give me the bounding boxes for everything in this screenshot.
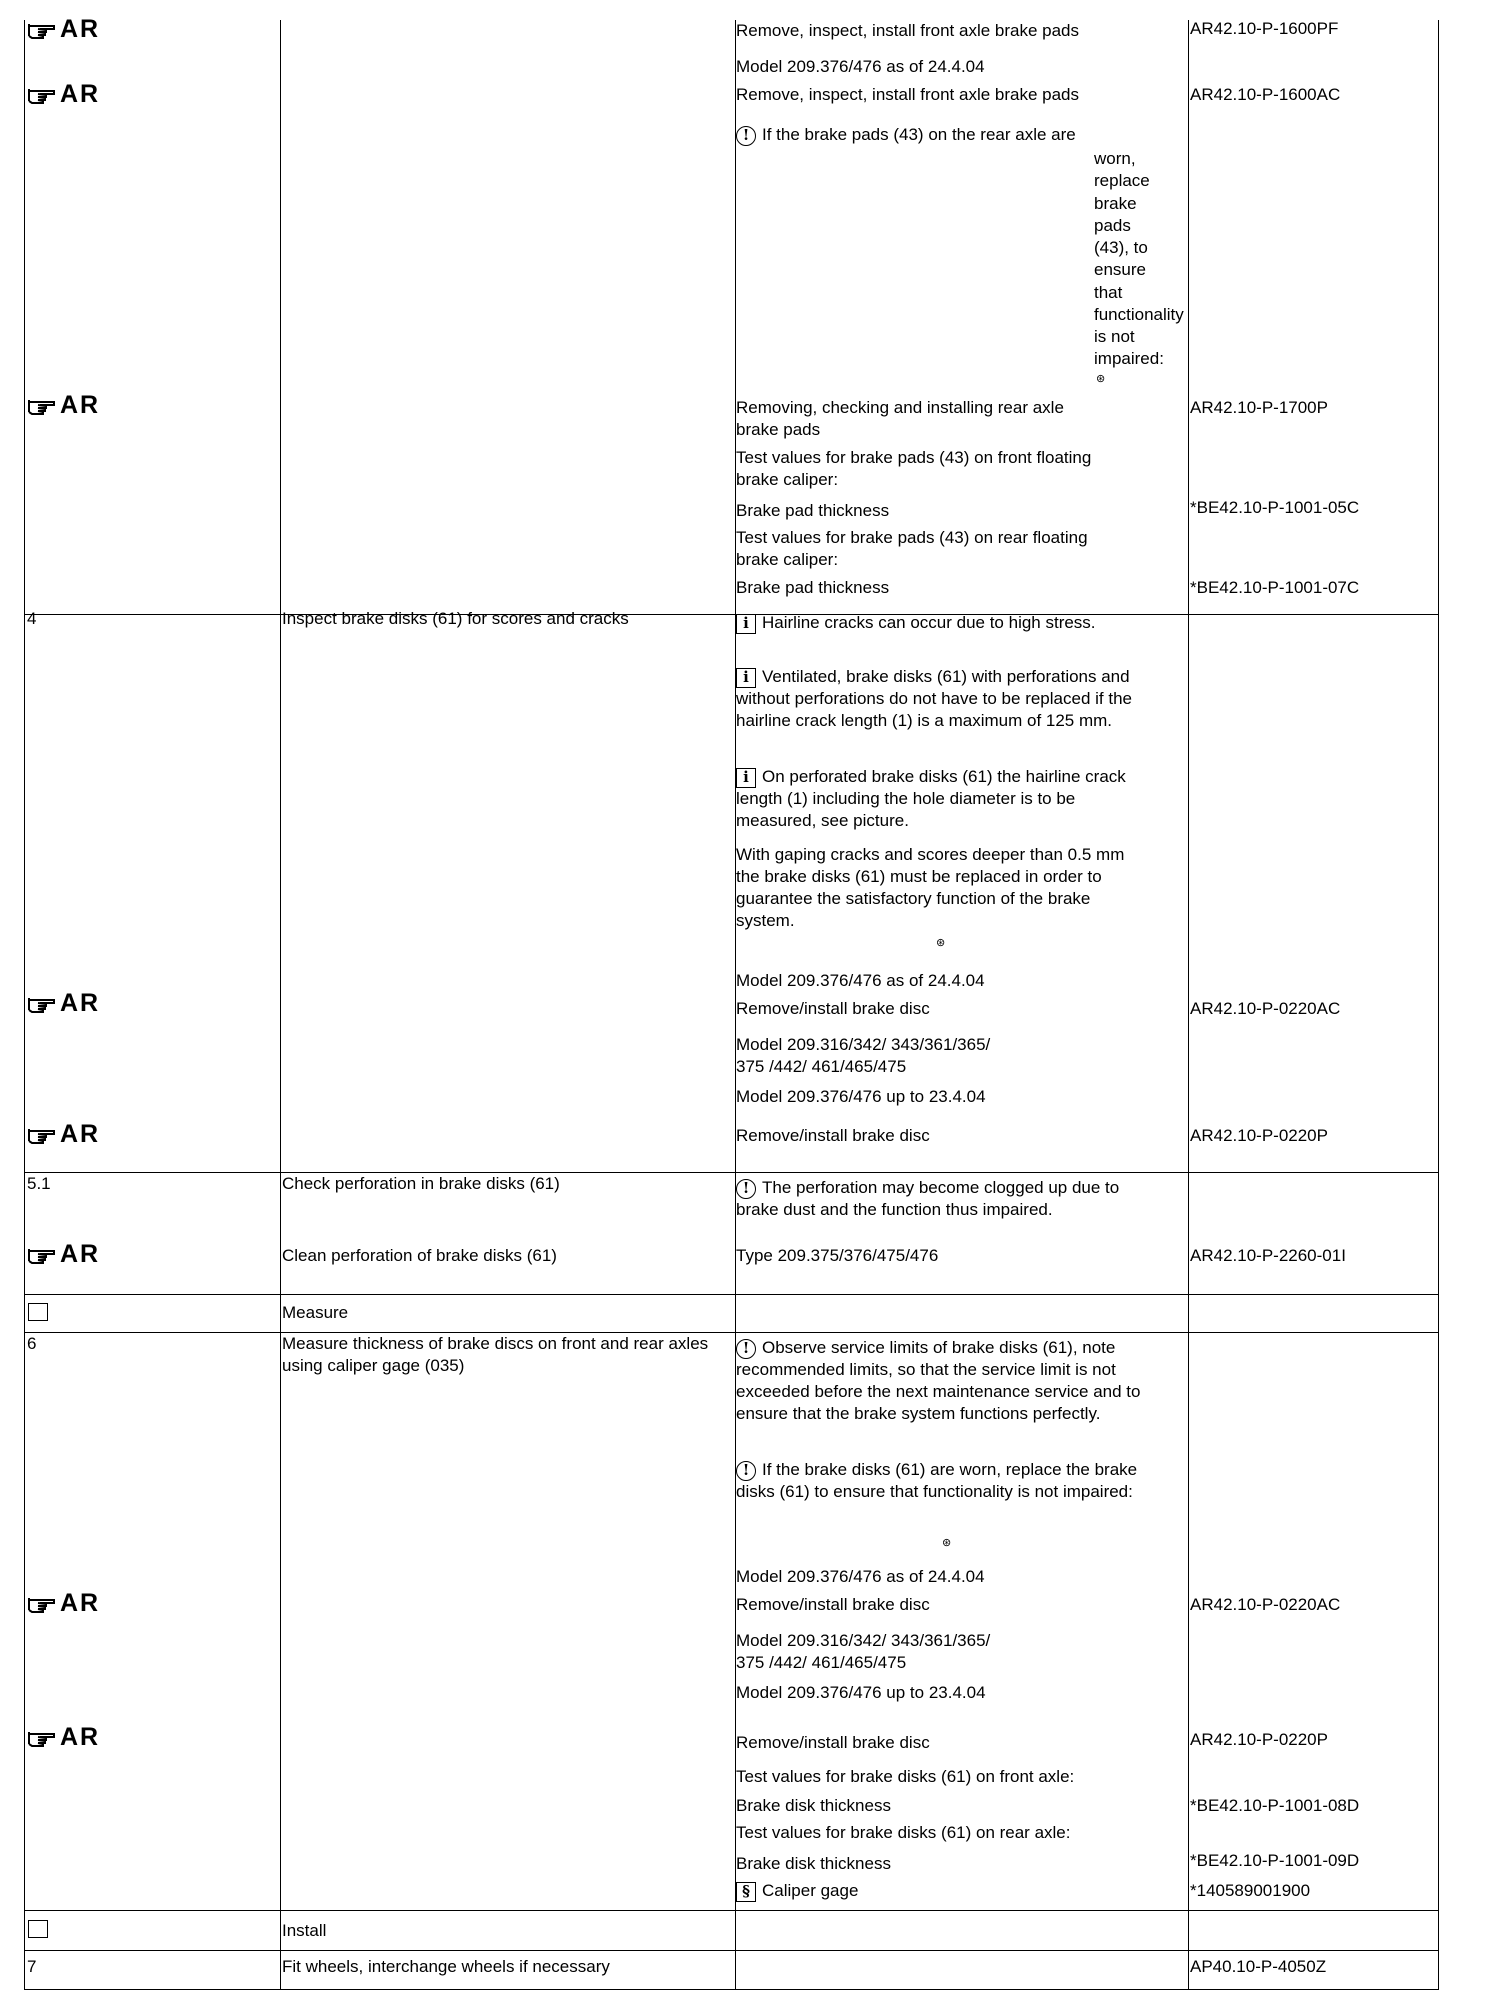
- model-text: Model 209.316/342/ 343/361/365/: [736, 1631, 991, 1650]
- step-text: Remove, inspect, install front axle brake pads: [736, 85, 1080, 104]
- reference-link[interactable]: *BE42.10-P-1001-07C: [1190, 578, 1360, 597]
- test-values-text: Test values for brake disks (61) on front axle:: [736, 1767, 1075, 1786]
- table-border-left: [24, 20, 25, 1990]
- step-number: 7: [27, 1957, 37, 1976]
- value-label: Brake pad thickness: [736, 501, 890, 520]
- reference-link[interactable]: AR42.10-P-0220AC: [1190, 1595, 1341, 1614]
- info-icon: i: [736, 614, 756, 634]
- step-text: Remove/install brake disc: [736, 1595, 930, 1614]
- reference-link[interactable]: AR42.10-P-0220P: [1190, 1730, 1328, 1749]
- test-values-text: brake caliper:: [736, 470, 839, 489]
- note-word: worn,: [1094, 149, 1136, 168]
- install-icon: [28, 1920, 48, 1938]
- row-divider: [24, 1910, 1439, 1911]
- column-divider: [280, 20, 281, 1990]
- row-divider: [24, 1172, 1439, 1173]
- reference-link[interactable]: AR42.10-P-1600PF: [1190, 19, 1339, 38]
- column-divider: [1188, 20, 1189, 1990]
- test-values-text: Test values for brake pads (43) on front floating: [736, 448, 1092, 467]
- tool-text: § Caliper gage: [736, 1880, 858, 1902]
- warning-note-icon: !: [736, 126, 756, 146]
- model-text: Model 209.376/476 up to 23.4.04: [736, 1087, 986, 1106]
- pointing-hand-icon: [28, 1125, 56, 1145]
- reference-link[interactable]: AR42.10-P-1700P: [1190, 398, 1328, 417]
- ar-label: AR: [60, 80, 101, 108]
- ar-link[interactable]: [28, 988, 100, 1018]
- info-note: i On perforated brake disks (61) the hairline crack length (1) including the hole diameter is to be measured, see picture.: [736, 767, 1126, 830]
- section-heading: Install: [282, 1921, 327, 1940]
- reference-link[interactable]: AR42.10-P-1600AC: [1190, 85, 1341, 104]
- ar-label: AR: [60, 391, 101, 419]
- model-text: 375 /442/ 461/465/475: [736, 1057, 907, 1076]
- step-text: Remove, inspect, install front axle brake pads: [736, 21, 1080, 40]
- table-border-right: [1438, 20, 1439, 1990]
- step-description: Inspect brake disks (61) for scores and cracks: [282, 609, 629, 628]
- model-text: 375 /442/ 461/465/475: [736, 1653, 907, 1672]
- warning-note-icon: !: [736, 1339, 756, 1359]
- ar-label: AR: [60, 989, 101, 1017]
- note-word: impaired:: [1094, 349, 1164, 368]
- ar-link[interactable]: [28, 1588, 100, 1618]
- note-word: brake: [1094, 194, 1137, 213]
- value-label: Brake pad thickness: [736, 578, 890, 597]
- reference-link[interactable]: AR42.10-P-0220P: [1190, 1126, 1328, 1145]
- ar-link[interactable]: [28, 1119, 100, 1149]
- value-label: Brake disk thickness: [736, 1854, 891, 1873]
- step-text: Remove/install brake disc: [736, 1126, 930, 1145]
- reference-link[interactable]: *BE42.10-P-1001-08D: [1190, 1796, 1360, 1815]
- reference-link[interactable]: *BE42.10-P-1001-05C: [1190, 498, 1360, 517]
- test-values-text: brake caliper:: [736, 550, 839, 569]
- step-description: Fit wheels, interchange wheels if necessary: [282, 1957, 610, 1976]
- note-word: ensure: [1094, 260, 1146, 279]
- info-note: i Hairline cracks can occur due to high stress.: [736, 612, 1146, 634]
- note-text: With gaping cracks and scores deeper than 0.5 mm the brake disks (61) must be replaced in order to guarantee the satisfactory function of the brake system.: [736, 845, 1125, 930]
- ar-label: AR: [60, 15, 101, 43]
- step-number: 4: [27, 609, 37, 628]
- info-note: i Ventilated, brake disks (61) with perforations and without perforations do not have to be replaced if the hairline crack length (1) is a maximum of 125 mm.: [736, 667, 1132, 730]
- info-icon: i: [736, 668, 756, 688]
- pointing-hand-icon: [28, 85, 56, 105]
- work-instructions-table: [24, 0, 1439, 1990]
- model-text: Model 209.316/342/ 343/361/365/: [736, 1035, 991, 1054]
- value-label: Brake disk thickness: [736, 1796, 891, 1815]
- row-divider: [24, 614, 1439, 615]
- pointing-hand-icon: [28, 1728, 56, 1748]
- reference-link[interactable]: AP40.10-P-4050Z: [1190, 1957, 1327, 1976]
- step-text: Remove/install brake disc: [736, 1733, 930, 1752]
- step-number: 5.1: [27, 1174, 51, 1193]
- reference-link[interactable]: *BE42.10-P-1001-09D: [1190, 1851, 1360, 1870]
- ar-link[interactable]: [28, 14, 100, 44]
- pointing-hand-icon: [28, 20, 56, 40]
- pointing-hand-icon: [28, 994, 56, 1014]
- note-word: that: [1094, 283, 1123, 302]
- note-text: ! If the brake pads (43) on the rear axle are: [736, 124, 1076, 146]
- measure-icon: [28, 1303, 48, 1321]
- pointing-hand-icon: [28, 396, 56, 416]
- note-word: functionality: [1094, 305, 1184, 324]
- row-divider: [24, 1950, 1439, 1951]
- warning-note: ! If the brake disks (61) are worn, replace the brake disks (61) to ensure that functionality is not impaired:: [736, 1460, 1138, 1501]
- step-number: 6: [27, 1334, 37, 1353]
- model-text: Model 209.376/476 as of 24.4.04: [736, 57, 985, 76]
- ar-link[interactable]: [28, 1722, 100, 1752]
- warning-note: ! Observe service limits of brake disks (61), note recommended limits, so that the service limit is not exceeded before the next maintenance service and to ensure that the brake system functions perfectly.: [736, 1338, 1141, 1423]
- note-word: (43), to: [1094, 238, 1148, 257]
- step-text: Removing, checking and installing rear axle: [736, 398, 1064, 417]
- special-tool-icon: §: [736, 1882, 756, 1902]
- warning-note: ! The perforation may become clogged up due to brake dust and the function thus impaired.: [736, 1178, 1120, 1219]
- end-marker-icon: ⊛: [942, 1537, 952, 1549]
- section-heading: Measure: [282, 1303, 349, 1322]
- ar-link[interactable]: [28, 79, 100, 109]
- note-word: replace: [1094, 171, 1150, 190]
- pointing-hand-icon: [28, 1245, 56, 1265]
- reference-link[interactable]: *140589001900: [1190, 1881, 1311, 1900]
- note-word: is not: [1094, 327, 1135, 346]
- warning-note-icon: !: [736, 1179, 756, 1199]
- type-text: Type 209.375/376/475/476: [736, 1246, 939, 1265]
- ar-label: AR: [60, 1723, 101, 1751]
- step-text: Remove/install brake disc: [736, 999, 930, 1018]
- test-values-text: Test values for brake pads (43) on rear floating: [736, 528, 1088, 547]
- step-description: Measure thickness of brake discs on front and rear axles using caliper gage (035): [282, 1334, 709, 1375]
- reference-link[interactable]: AR42.10-P-2260-01I: [1190, 1246, 1346, 1265]
- row-divider: [24, 1332, 1439, 1333]
- end-marker-icon: ⊛: [936, 937, 946, 949]
- ar-label: AR: [60, 1589, 101, 1617]
- model-text: Model 209.376/476 as of 24.4.04: [736, 1567, 985, 1586]
- end-marker-icon: ⊛: [1096, 373, 1106, 385]
- step-text: brake pads: [736, 420, 821, 439]
- note-word: pads: [1094, 216, 1131, 235]
- step-description: Clean perforation of brake disks (61): [282, 1246, 557, 1265]
- row-divider: [24, 1294, 1439, 1295]
- test-values-text: Test values for brake disks (61) on rear axle:: [736, 1823, 1071, 1842]
- model-text: Model 209.376/476 up to 23.4.04: [736, 1683, 986, 1702]
- model-text: Model 209.376/476 as of 24.4.04: [736, 971, 985, 990]
- info-icon: i: [736, 768, 756, 788]
- ar-link[interactable]: [28, 390, 100, 420]
- warning-note-icon: !: [736, 1461, 756, 1481]
- ar-label: AR: [60, 1120, 101, 1148]
- pointing-hand-icon: [28, 1594, 56, 1614]
- table-border-bottom: [24, 1989, 1439, 1990]
- ar-label: AR: [60, 1240, 101, 1268]
- ar-link[interactable]: [28, 1239, 100, 1269]
- reference-link[interactable]: AR42.10-P-0220AC: [1190, 999, 1341, 1018]
- step-description: Check perforation in brake disks (61): [282, 1174, 560, 1193]
